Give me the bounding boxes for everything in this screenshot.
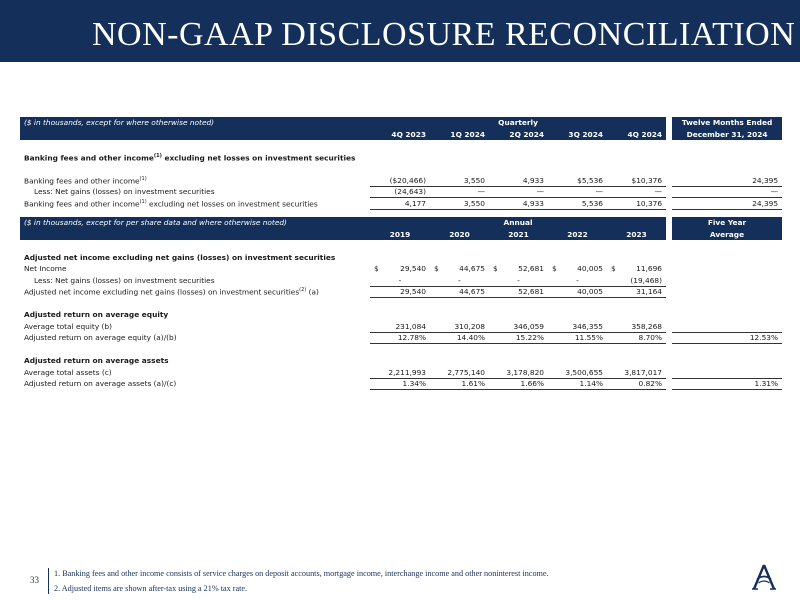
table-row [20, 275, 782, 287]
cell-value: 2,775,140 [430, 367, 489, 379]
cell-value: 12.78% [370, 332, 430, 344]
column-header: 4Q 2024 [607, 129, 666, 141]
row-label: Average total assets (c) [24, 367, 112, 377]
cell-value: 3,178,820 [489, 367, 548, 379]
cell-value: 4,933 [489, 175, 548, 187]
cell-value: 1.31% [672, 378, 782, 390]
row-label: Banking fees and other income$^{(1)}$ excluding net losses on investment securities [24, 198, 318, 208]
cell-value: — [548, 186, 607, 198]
cell-value: 12.53% [672, 332, 782, 344]
section-title-row [20, 309, 782, 321]
table-row [20, 378, 782, 390]
column-header: 2023 [607, 229, 666, 241]
row-label: Less: Net gains (losses) on investment securities [34, 275, 215, 285]
cell-value: (24,643) [370, 186, 430, 198]
column-header: 2022 [548, 229, 607, 241]
row-label: Adjusted return on average assets (a)/(c) [24, 379, 177, 389]
annual-header-note: ($ in thousands, except for per share data and where otherwise noted) [20, 217, 370, 229]
annual-table [20, 217, 782, 390]
column-header: 2019 [370, 229, 430, 241]
cell-value: 3,817,017 [607, 367, 666, 379]
cell-value: 24,395 [672, 198, 782, 210]
cell-value: $ 29,540 [374, 264, 426, 274]
footer [20, 566, 780, 596]
section-title: Adjusted return on average assets [24, 356, 169, 366]
cell-value: 15.22% [489, 332, 548, 344]
cell-value: 4,933 [489, 198, 548, 210]
cell-value: 14.40% [430, 332, 489, 344]
cell-value: — [607, 186, 666, 198]
cell-value: 358,268 [607, 321, 666, 333]
column-header: Average [672, 229, 782, 241]
cell-value: $ 11,696 [611, 264, 662, 274]
cell-value: 5,536 [548, 198, 607, 210]
cell-value: $5,536 [548, 175, 607, 187]
cell-value: (19,468) [607, 275, 666, 287]
cell-value: $ 44,675 [434, 264, 485, 274]
row-label: Average total equity (b) [24, 321, 113, 331]
cell-value: 1.66% [489, 378, 548, 390]
table-row [20, 198, 782, 210]
five-year-label: Five Year [672, 217, 782, 229]
quarterly-header-note: ($ in thousands, except for where otherwise noted) [20, 117, 370, 129]
table-row [20, 175, 782, 187]
table-row [20, 332, 782, 344]
cell-value: — [672, 186, 782, 198]
cell-value: 10,376 [607, 198, 666, 210]
cell-value: 44,675 [430, 286, 489, 298]
cell-value: - [370, 275, 430, 287]
annual-header-row [20, 217, 782, 229]
cell-value: 1.34% [370, 378, 430, 390]
cell-value: - [430, 275, 489, 287]
cell-value: $10,376 [607, 175, 666, 187]
quarterly-group-label: Quarterly [370, 117, 666, 129]
cell-value: 1.61% [430, 378, 489, 390]
section-title: Adjusted net income excluding net gains (losses) on investment securities [24, 252, 336, 262]
section-title: Adjusted return on average equity [24, 310, 169, 320]
row-label: Adjusted net income excluding net gains (losses) on investment securities$^{(2)}$ (a) [24, 287, 319, 297]
column-header: 2021 [489, 229, 548, 241]
cell-value: 24,395 [672, 175, 782, 187]
page-number-divider [48, 568, 49, 594]
cell-value: — [489, 186, 548, 198]
twelve-months-label: Twelve Months Ended [672, 117, 782, 129]
column-header: December 31, 2024 [672, 129, 782, 141]
cell-value: $ 52,681 [493, 264, 544, 274]
cell-value: 52,681 [489, 286, 548, 298]
column-header: 4Q 2023 [370, 129, 430, 141]
section-title-row [20, 252, 782, 264]
table-row [20, 186, 782, 198]
cell-value: - [548, 275, 607, 287]
row-label: Less: Net gains (losses) on investment securities [34, 187, 215, 197]
section-title-row [20, 355, 782, 367]
quarterly-table [20, 117, 782, 210]
cell-value: 40,005 [548, 286, 607, 298]
cell-value: - [489, 275, 548, 287]
quarterly-column-row [20, 129, 782, 141]
cell-value: 31,164 [607, 286, 666, 298]
company-logo-icon [750, 562, 778, 592]
cell-value: 346,059 [489, 321, 548, 333]
cell-value: $ 40,005 [552, 264, 603, 274]
column-header: 3Q 2024 [548, 129, 607, 141]
footnote: 1. Banking fees and other income consists of service charges on deposit accounts, mortgage income, interchange income and other noninterest income. [54, 569, 549, 578]
cell-value: 0.82% [607, 378, 666, 390]
annual-column-row [20, 229, 782, 241]
column-header: 1Q 2024 [430, 129, 489, 141]
footnote: 2. Adjusted items are shown after-tax using a 21% tax rate. [54, 584, 248, 593]
page-title: NON-GAAP DISCLOSURE RECONCILIATION [92, 16, 796, 53]
row-label: Banking fees and other income$^{(1)}$ [24, 175, 147, 185]
cell-value: 3,500,655 [548, 367, 607, 379]
cell-value: 3,550 [430, 198, 489, 210]
page-number: 33 [30, 575, 39, 585]
cell-value: — [430, 186, 489, 198]
column-header: 2020 [430, 229, 489, 241]
annual-group-label: Annual [370, 217, 666, 229]
row-label: Adjusted return on average equity (a)/(b) [24, 333, 177, 343]
cell-value: 4,177 [370, 198, 430, 210]
cell-value: 29,540 [370, 286, 430, 298]
cell-value: 8.70% [607, 332, 666, 344]
section-title: Banking fees and other income$^{(1)}$ excluding net losses on investment securities [24, 152, 356, 162]
cell-value: 310,208 [430, 321, 489, 333]
cell-value: 231,084 [370, 321, 430, 333]
cell-value: 3,550 [430, 175, 489, 187]
table-row [20, 263, 782, 275]
column-header: 2Q 2024 [489, 129, 548, 141]
row-label: Net Income [24, 264, 67, 274]
footnotes [54, 566, 549, 596]
cell-value: 2,211,993 [370, 367, 430, 379]
quarterly-header-row [20, 117, 782, 129]
section-title-row [20, 152, 782, 164]
table-row [20, 286, 782, 298]
cell-value: 1.14% [548, 378, 607, 390]
cell-value: 11.55% [548, 332, 607, 344]
table-row [20, 321, 782, 333]
table-row [20, 367, 782, 379]
cell-value: ($20,466) [370, 175, 430, 187]
title-bar [0, 0, 800, 62]
cell-value: 346,355 [548, 321, 607, 333]
